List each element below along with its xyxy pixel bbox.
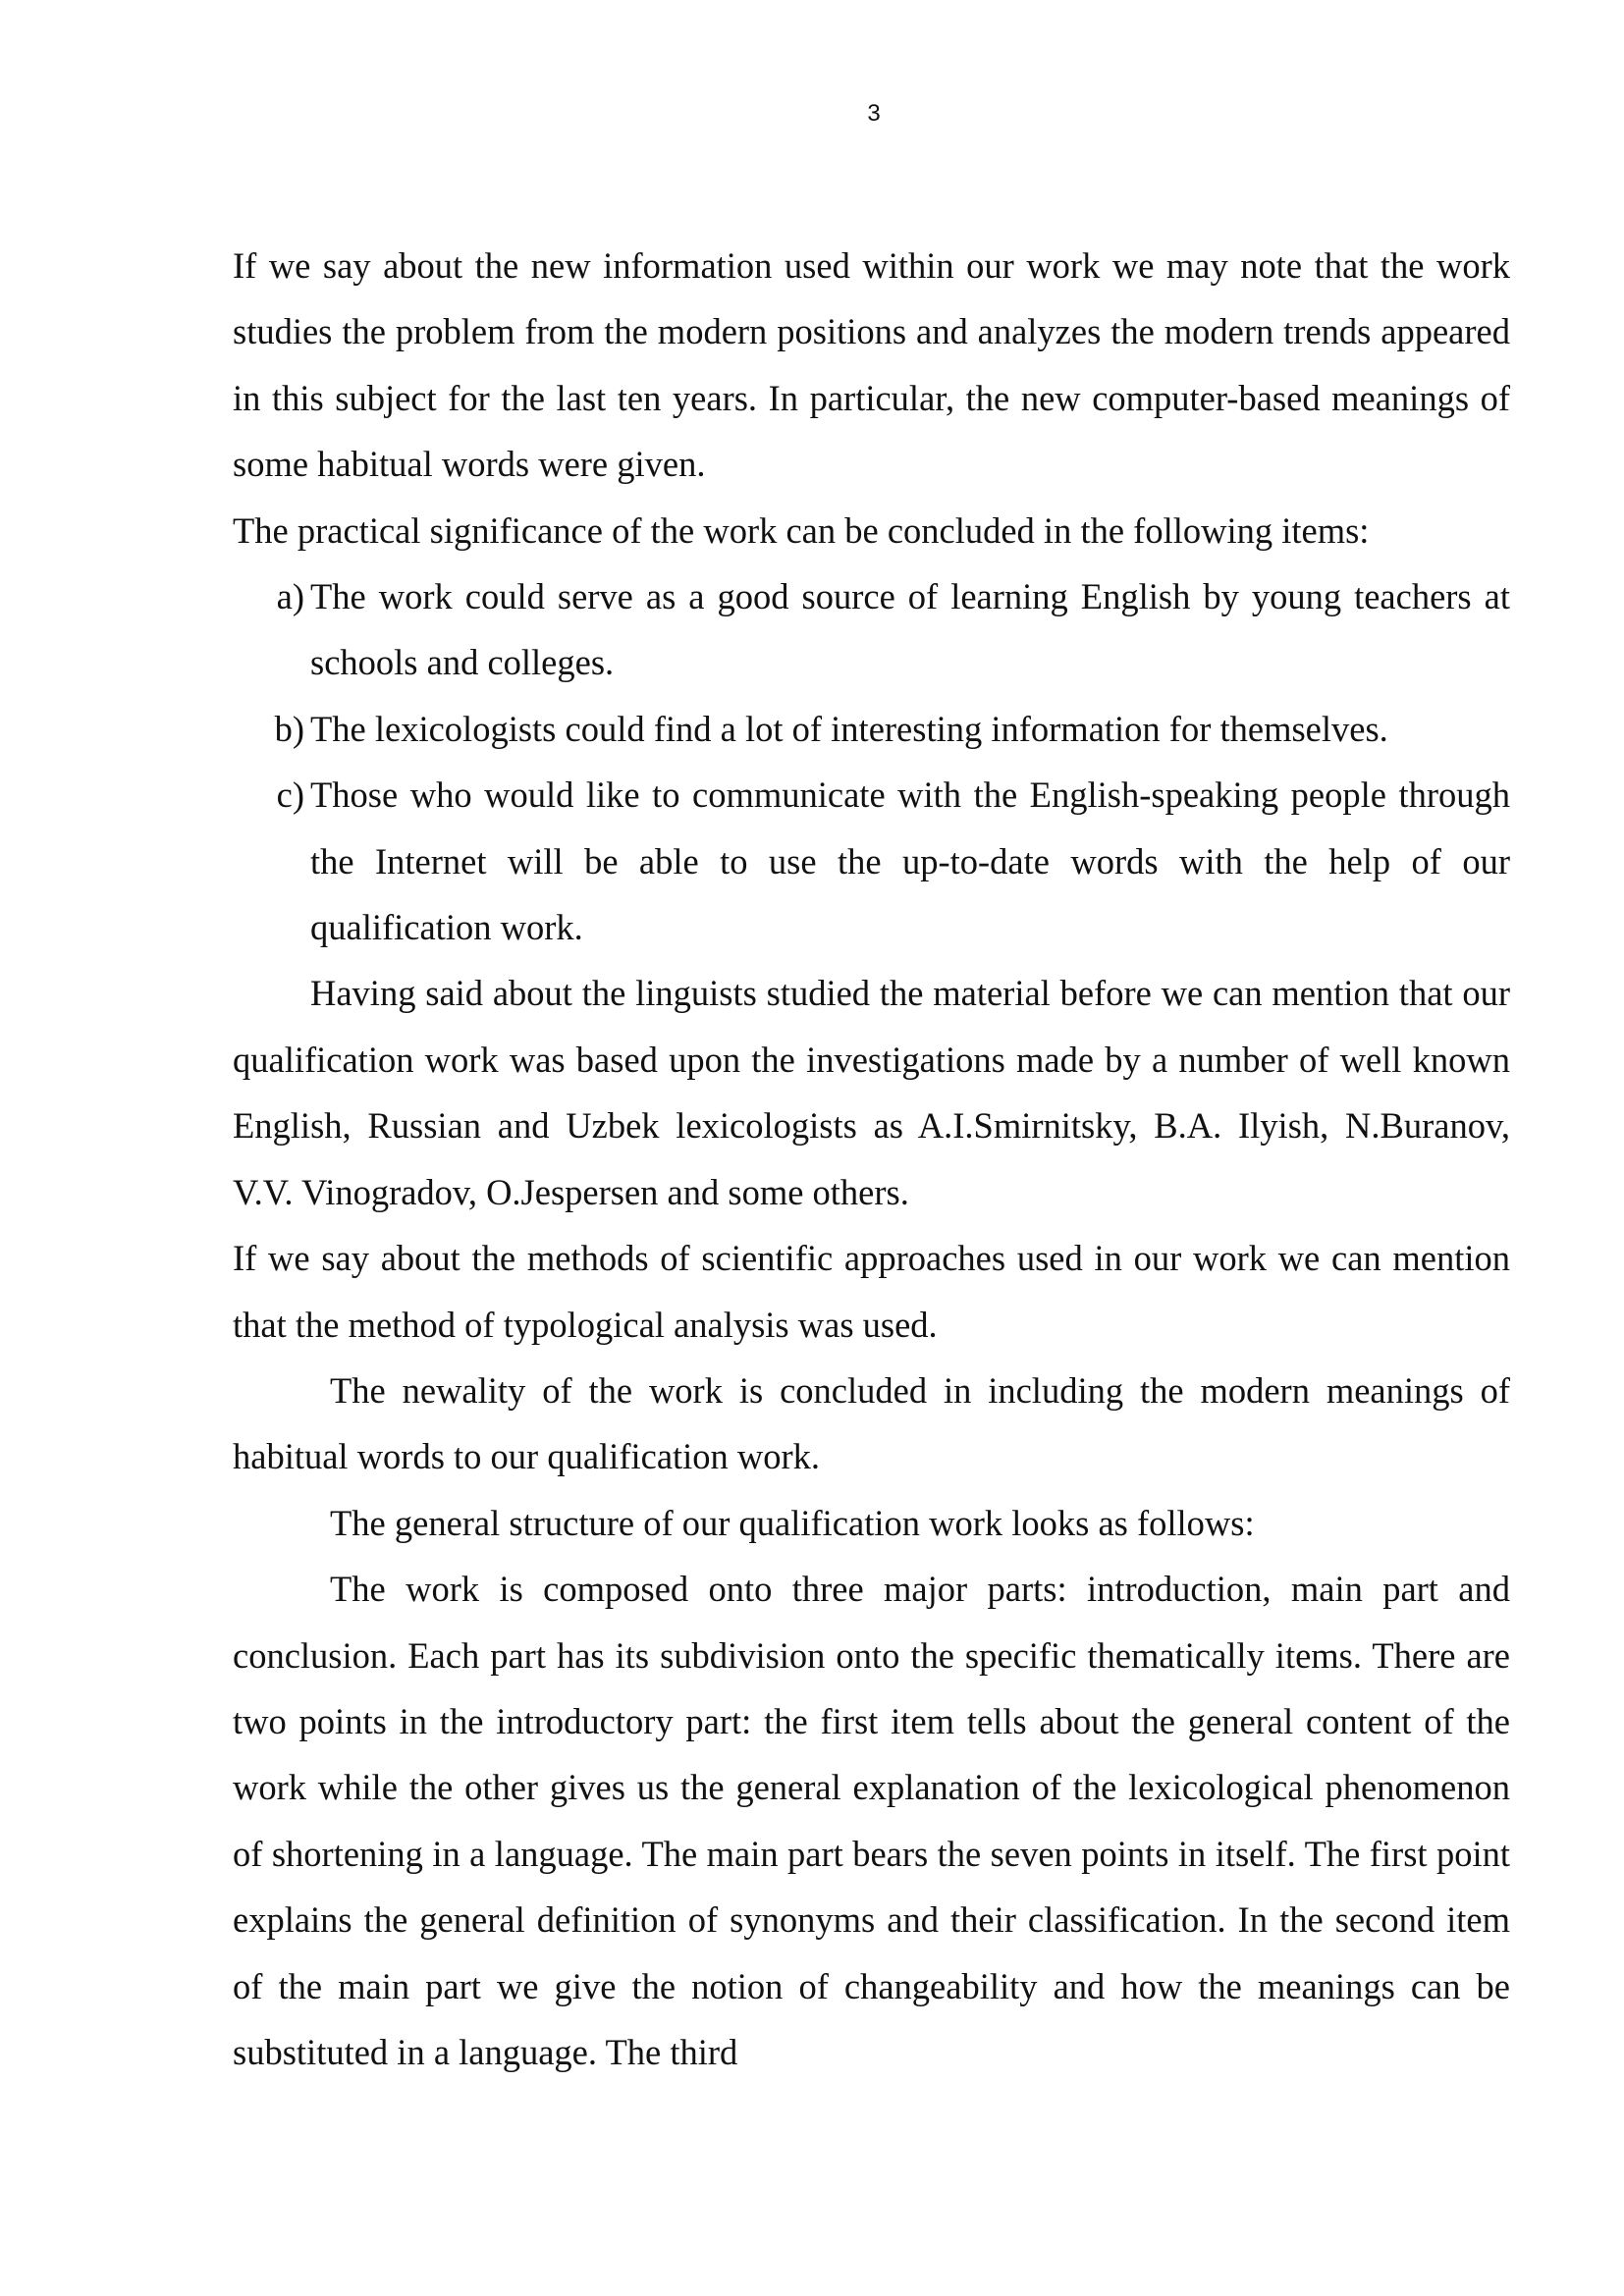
paragraph-methods: If we say about the methods of scientific approaches used in our work we can mention that the method of typological analysis was used. <box>233 1238 1510 1345</box>
significance-list <box>233 563 1510 960</box>
paragraph-new-information: If we say about the new information used within our work we may note that the work studies the problem from the modern positions and analyzes the modern trends appeared in this subject for the last ten years. In particular, the new computer-based meanings of some habitual words were given. <box>233 245 1510 485</box>
paragraph-general-structure: The general structure of our qualification work looks as follows: <box>330 1502 1255 1543</box>
list-marker: a) <box>276 576 304 617</box>
list-item-text: Those who would like to communicate with the English-speaking people through the Internet will be able to use the up-to-date words with the help of our qualification work. <box>310 774 1510 948</box>
list-item-text: The lexicologists could find a lot of interesting information for themselves. <box>310 708 1388 749</box>
list-item <box>233 762 1510 960</box>
paragraph-newality: The newality of the work is concluded in including the modern meanings of habitual words to our qualification work. <box>233 1369 1510 1477</box>
list-marker: b) <box>274 708 304 749</box>
list-item <box>233 563 1510 696</box>
body-text <box>233 233 1510 2085</box>
list-marker: c) <box>276 774 304 816</box>
list-item-text: The work could serve as a good source of learning English by young teachers at schools and colleges. <box>310 576 1510 683</box>
list-item <box>233 696 1510 762</box>
paragraph-composition: The work is composed onto three major parts: introduction, main part and conclusion. Each part has its subdivision onto the specific thematically items. There are two points in the introductory part: the first item tells about the general content of the work while the other gives us the general explanation of the lexicological phenomenon of shortening in a language. The main part bears the seven points in itself. The first point explains the general definition of synonyms and their classification. In the second item of the main part we give the notion of changeability and how the meanings can be substituted in a language. The third <box>233 1569 1510 2072</box>
paragraph-practical-significance: The practical significance of the work can be concluded in the following items: <box>233 509 1370 551</box>
page-number: 3 <box>867 100 881 127</box>
paragraph-linguists: Having said about the linguists studied the material before we can mention that our qualification work was based upon the investigations made by a number of well known English, Russian and Uzbek lexicologists as A.I.Smirnitsky, B.A. Ilyish, N.Buranov, V.V. Vinogradov, O.Jespersen and some others. <box>233 973 1510 1212</box>
